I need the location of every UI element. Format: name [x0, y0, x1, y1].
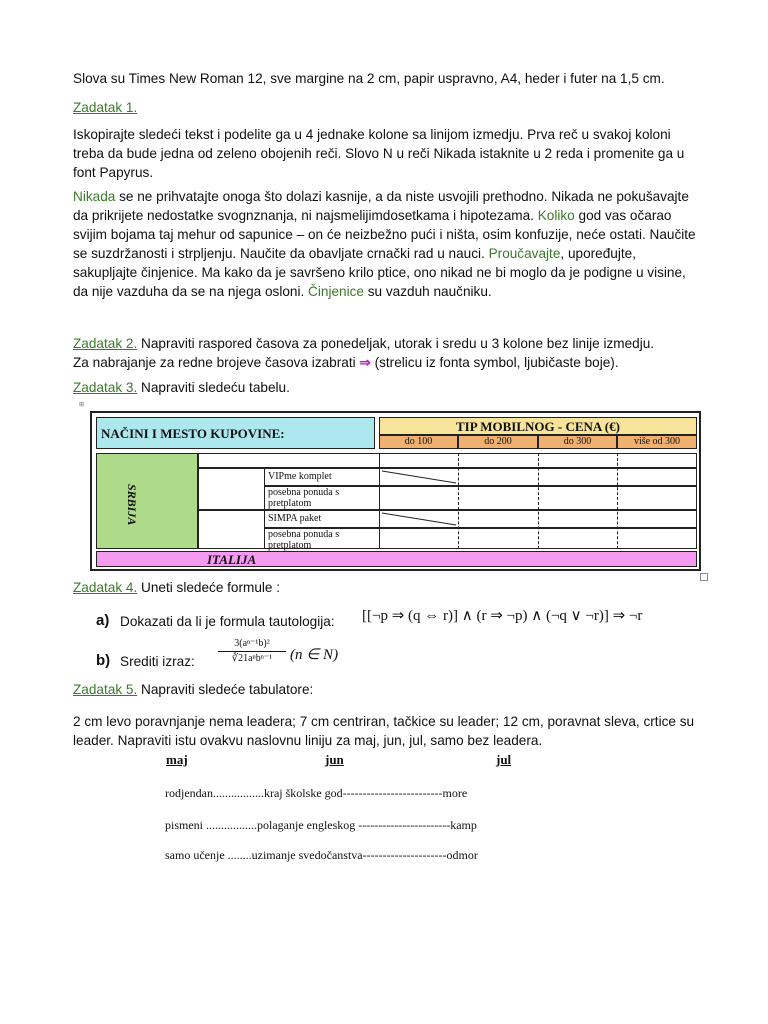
task2-label: Zadatak 2.: [73, 336, 138, 351]
task5-text: Napraviti sledeće tabulatore:: [137, 682, 314, 697]
passage-part-3: , upoređujte, sakupljajte činjenice. Ma kako da je savršeno krilo ptice, ono nikad ne bi moglo da je podigne u visine, da nije vazduha da se na njega osloni.: [73, 246, 686, 299]
green-word-cinjenice: Činjenice: [308, 284, 364, 299]
country-italija-row: [96, 551, 697, 567]
table-header-right: [379, 417, 697, 435]
item-b-text: Srediti izraz:: [120, 654, 195, 669]
row-label-posebna-1: posebna ponuda s pretplatom: [268, 487, 340, 509]
fraction-bar: [218, 651, 286, 652]
task2-text-c: (strelicu iz fonta symbol, ljubičaste boje).: [370, 355, 619, 370]
tab-header-maj: maj: [166, 752, 188, 767]
diagonal-stroke-1: [380, 469, 458, 485]
tautology-formula: [[¬p ⇒ (q ⇔ r)] ∧ (r ⇒ ¬p) ∧ (¬q ∨ ¬r)] ⇒ ¬r: [362, 608, 643, 624]
task3-block: [73, 378, 703, 397]
tab-header-jun: jun: [325, 752, 344, 767]
price-col-3: do 300: [538, 435, 617, 449]
intro-text: Slova su Times New Roman 12, sve margine na 2 cm, papir uspravno, A4, heder i futer na 1,5 cm.: [73, 71, 665, 86]
tab-header-jul: jul: [496, 752, 512, 767]
task3-text: Napraviti sledeću tabelu.: [137, 380, 290, 395]
row-label-vipme: VIPme komplet: [268, 471, 332, 482]
table-header-left: [96, 417, 375, 449]
task3-label: Zadatak 3.: [73, 380, 138, 395]
diagonal-stroke-2: [380, 511, 458, 527]
task2-block: [73, 334, 703, 372]
header-left-label: NAČINI I MESTO KUPOVINE:: [101, 426, 285, 441]
task5-instructions: 2 cm levo poravnjanje nema leadera; 7 cm centriran, tačkice su leader; 12 cm, poravnat sleva, crtice su leader. Napraviti istu ovakvu naslovnu liniju za maj, jun, jul, samo bez leadera.: [73, 714, 695, 748]
country-srbija-cell: [96, 453, 198, 549]
price-col-4: više od 300: [617, 435, 697, 449]
task1-instructions: Iskopirajte sledeći tekst i podelite ga u 4 jednake kolone sa linijom izmedju. Prva reč u svakoj koloni treba da bude jedna od zeleno obojenih reči. Slovo N u reči Nikada istaknite u 2 reda i promenite ga u font Papyrus.: [73, 127, 685, 180]
green-word-koliko: Koliko: [537, 208, 575, 223]
row-label-posebna-2: posebna ponuda s pretplatom: [268, 529, 340, 551]
task4-text: Uneti sledeće formule :: [137, 580, 281, 595]
shopping-table: [90, 411, 701, 571]
price-col-2: do 200: [458, 435, 538, 449]
table-move-handle-icon[interactable]: ⊞: [79, 402, 85, 408]
item-a-label: a): [96, 612, 110, 629]
fraction-denominator: ∛21aⁿbⁿ⁻¹: [231, 653, 273, 664]
item-b-label: b): [96, 652, 111, 669]
task1-passage: [73, 187, 703, 301]
country-italija-label: ITALIJA: [207, 552, 257, 567]
tab-row-3: samo učenje ........uzimanje svedočanstva---------------------odmor: [165, 848, 478, 862]
header-right-label: TIP MOBILNOG - CENA (€): [456, 419, 620, 434]
task2-text-b: Za nabrajanje za redne brojeve časova izabrati: [73, 355, 360, 370]
country-srbija-label: SRBIJA: [125, 484, 139, 526]
tab-row-2: pismeni .................polaganje engleskog -----------------------kamp: [165, 818, 477, 832]
condition-n-in-N: (n ∈ N): [290, 647, 339, 663]
passage-part-2: god vas očarao svijim bojama taj mehur od sapunice – on će neizbežno pući i ništa, osim konfuzije, neće ostati. Naučite se suzdržanosti i strpljenju. Naučite da obavljate crnački rad u nauci.: [73, 208, 696, 261]
task1-label: Zadatak 1.: [73, 100, 138, 115]
task5-block: [73, 680, 703, 699]
green-word-proucavajte: Proučavajte: [488, 246, 561, 261]
tab-row-1: rodjendan.................kraj školske god-------------------------more: [165, 786, 468, 800]
passage-part-1: se ne prihvatajte onoga što dolazi kasnije, a da niste usvojili prethodno. Nikada ne pokušavajte da prikrijete nedostatke svognznanja, ni najsmelijimdosetkama i hipotezama.: [73, 189, 689, 223]
passage-part-4: su vazduh naučniku.: [363, 284, 492, 299]
row-label-simpa: SIMPA paket: [268, 513, 322, 524]
task4-label: Zadatak 4.: [73, 580, 138, 595]
green-word-nikada: Nikada: [73, 189, 116, 204]
task2-text-a: Napraviti raspored časova za ponedeljak, utorak i sredu u 3 kolone bez linije izmedju.: [137, 336, 655, 351]
item-a-text: Dokazati da li je formula tautologija:: [120, 614, 335, 629]
task5-label: Zadatak 5.: [73, 682, 138, 697]
task4-block: [73, 578, 703, 597]
purple-arrow-icon: ⇒: [359, 355, 371, 370]
price-col-1: do 100: [379, 435, 458, 449]
fraction-numerator: 3(aⁿ⁻¹b)²: [234, 638, 270, 649]
